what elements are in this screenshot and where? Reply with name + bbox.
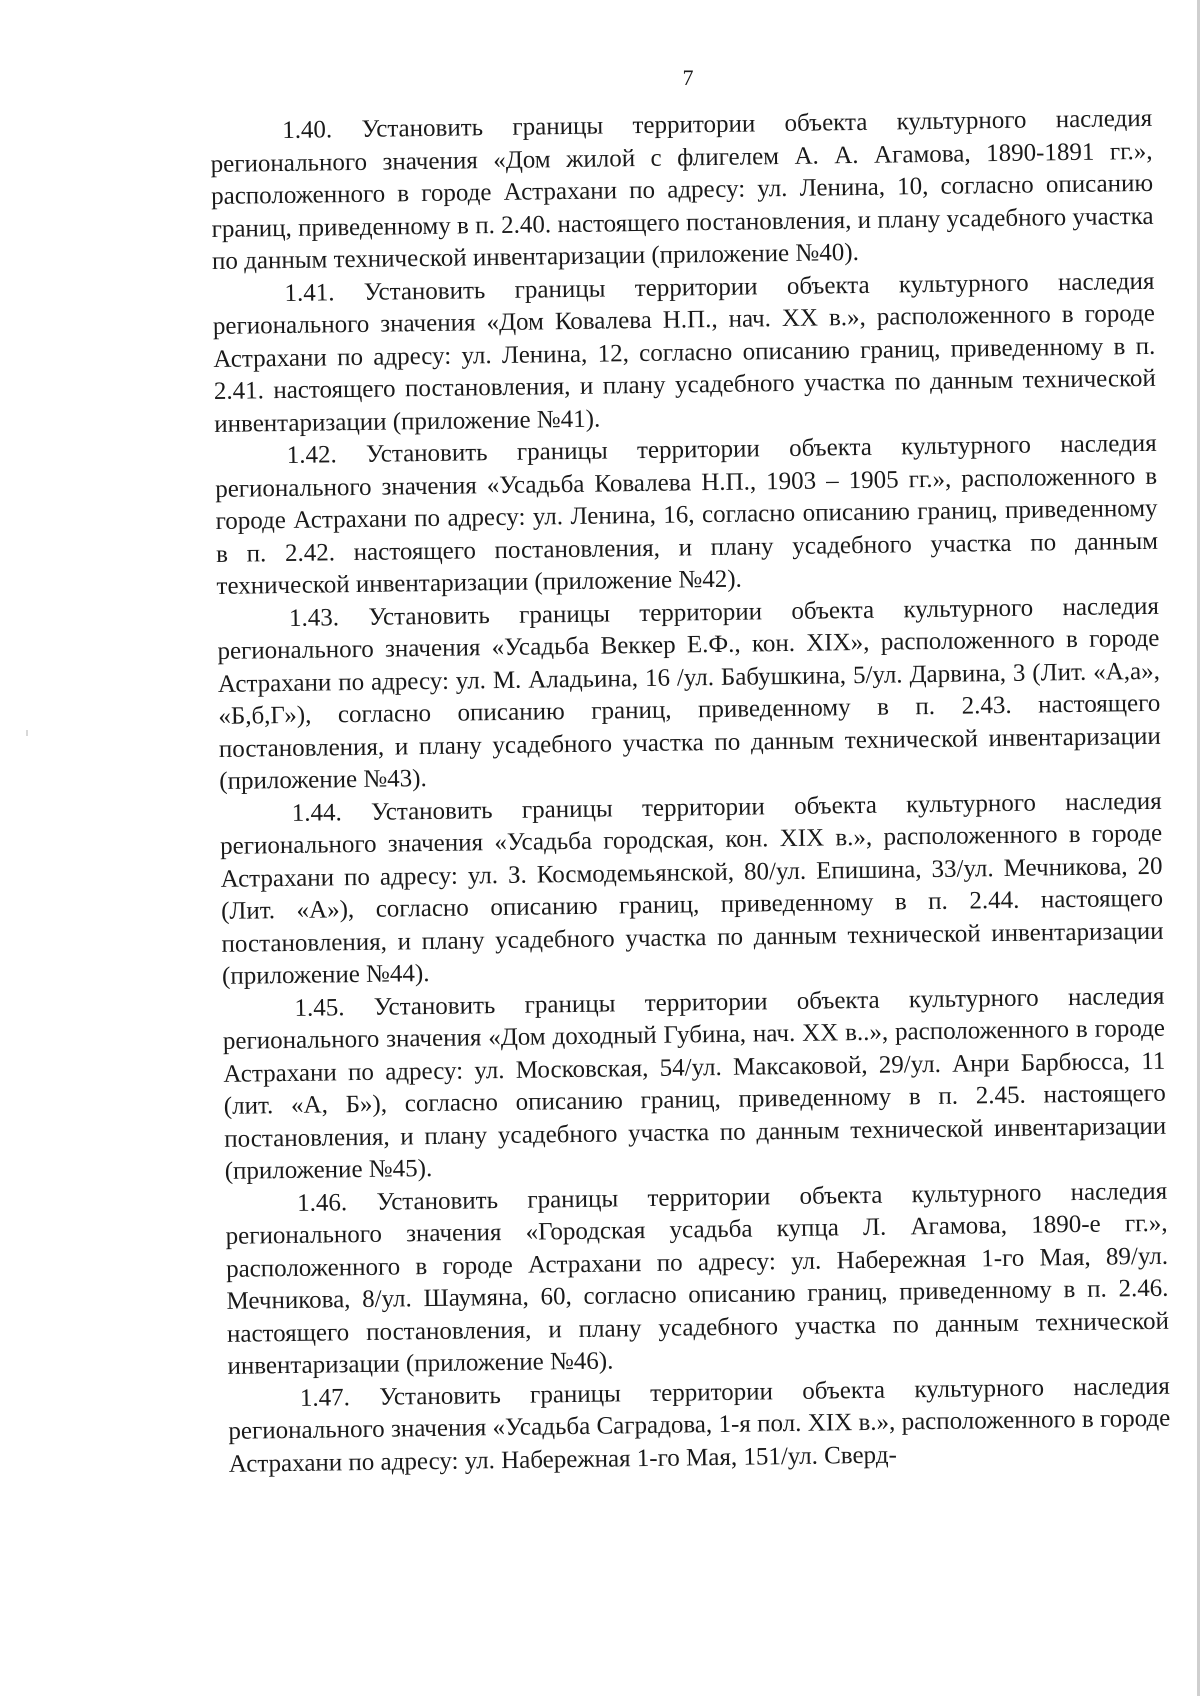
- clause-1-47: 1.47. Установить границы территории объекта культурного наследия регионального значения «Усадьба Саградова, 1-я пол. XIX в.», расположенного в городе Астрахани по адресу: ул. Набережная 1-го Мая, 151/ул. Сверд-: [228, 1372, 1171, 1478]
- document-body: [210, 103, 1171, 1481]
- page-number: 7: [682, 65, 694, 90]
- clause-1-45: 1.45. Установить границы территории объекта культурного наследия регионального значения «Дом доходный Губина, нач. XX в..», расположенного в городе Астрахани по адресу: ул. Московская, 54/ул. Максаковой, 29/ул. Анри Барбюсса, 11 (лит. «А, Б»), согласно описанию границ, приведенному в п. 2.45. настоящего постановления, и плану усадебного участка по данным технической инвентаризации (приложение №45).: [222, 982, 1167, 1185]
- clause-1-40: 1.40. Установить границы территории объекта культурного наследия регионального значения «Дом жилой с флигелем А. А. Агамова, 1890-1891 гг.», расположенного в городе Астрахани по адресу: ул. Ленина, 10, согласно описанию границ, приведенному в п. 2.40. настоящего постановления, и плану усадебного участка по данным технической инвентаризации (приложение №40).: [210, 104, 1154, 275]
- clause-1-41: 1.41. Установить границы территории объекта культурного наследия регионального значения «Дом Ковалева Н.П., нач. XX в.», расположенного в городе Астрахани по адресу: ул. Ленина, 12, согласно описанию границ, приведенному в п. 2.41. настоящего постановления, и плану усадебного участка по данным технической инвентаризации (приложение №41).: [212, 267, 1156, 438]
- clause-1-42: 1.42. Установить границы территории объекта культурного наследия регионального значения «Усадьба Ковалева Н.П., 1903 – 1905 гг.», расположенного в городе Астрахани по адресу: ул. Ленина, 16, согласно описанию границ, приведенному в п. 2.42. настоящего постановления, и плану усадебного участка по данным технической инвентаризации (приложение №42).: [215, 429, 1159, 600]
- clause-1-43: 1.43. Установить границы территории объекта культурного наследия регионального значения «Усадьба Веккер Е.Ф., кон. XIX», расположенного в городе Астрахани по адресу: ул. М. Аладьина, 16 /ул. Бабушкина, 5/ул. Дарвина, 3 (Лит. «А,а», «Б,б,Г»), согласно описанию границ, приведенному в п. 2.43. настоящего постановления, и плану усадебного участка по данным технической инвентаризации (приложение №43).: [217, 592, 1161, 795]
- scan-speck: [26, 730, 28, 736]
- clause-1-46: 1.46. Установить границы территории объекта культурного наследия регионального значения «Городская усадьба купца Л. Агамова, 1890-е гг.», расположенного в городе Астрахани по адресу: ул. Набережная 1-го Мая, 89/ул. Мечникова, 8/ул. Шаумяна, 60, согласно описанию границ, приведенному в п. 2.46. настоящего постановления, и плану усадебного участка по данным технической инвентаризации (приложение №46).: [225, 1177, 1170, 1380]
- clause-1-44: 1.44. Установить границы территории объекта культурного наследия регионального значения «Усадьба городская, кон. XIX в.», расположенного в городе Астрахани по адресу: ул. З. Космодемьянской, 80/ул. Епишина, 33/ул. Мечникова, 20 (Лит. «А»), согласно описанию границ, приведенному в п. 2.44. настоящего постановления, и плану усадебного участка по данным технической инвентаризации (приложение №44).: [220, 787, 1164, 990]
